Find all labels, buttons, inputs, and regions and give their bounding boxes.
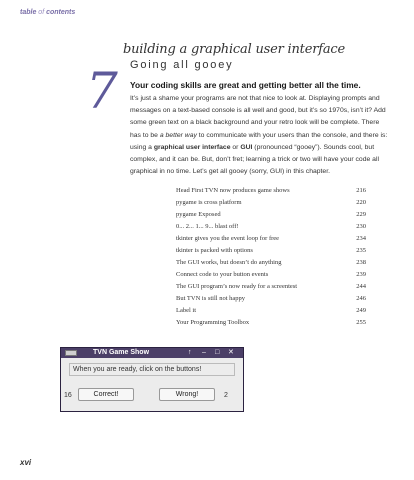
game-show-window xyxy=(60,347,244,412)
intro-bold-gui-term: graphical user interface xyxy=(153,143,231,151)
toc-entry-title: The GUI works, but doesn’t do anything xyxy=(176,259,282,266)
toc-entry-page: 230 xyxy=(356,223,366,230)
toc-entry-title: Your Programming Toolbox xyxy=(176,319,250,326)
toc-entry[interactable] xyxy=(176,305,366,317)
toc-entry[interactable] xyxy=(176,197,366,209)
window-titlebar[interactable] xyxy=(61,348,243,358)
toc-entry-title: But TVN is still not happy xyxy=(176,295,246,302)
window-title: TVN Game Show xyxy=(93,349,150,356)
toc-entry[interactable] xyxy=(176,233,366,245)
toc-entry-page: 239 xyxy=(356,271,366,278)
toc-entry[interactable] xyxy=(176,281,366,293)
chapter-title: building a graphical user interface xyxy=(123,42,345,57)
toc-entry-page: 249 xyxy=(356,307,366,314)
prompt-message: When you are ready, click on the buttons! xyxy=(69,363,235,376)
close-icon[interactable]: ✕ xyxy=(228,349,234,356)
chapter-subtitle: Going all gooey xyxy=(130,59,234,71)
header-word-of: of xyxy=(38,9,45,16)
intro-text-3: or xyxy=(230,143,241,151)
toc-entry[interactable] xyxy=(176,185,366,197)
wrong-button[interactable]: Wrong! xyxy=(159,388,215,401)
toc-entry-page: 244 xyxy=(356,283,366,290)
maximize-icon[interactable]: □ xyxy=(215,349,220,356)
chapter-lead: Your coding skills are great and getting better all the time. xyxy=(130,80,361,90)
intro-text-2: to communicate with your users than the console, and there is: using a xyxy=(130,131,388,151)
window-menu-icon[interactable] xyxy=(65,350,77,356)
toc-entry-page: 238 xyxy=(356,259,366,266)
toc-entry[interactable] xyxy=(176,269,366,281)
toc-entry-page: 246 xyxy=(356,295,366,302)
running-header xyxy=(20,9,75,16)
toc-entry[interactable] xyxy=(176,293,366,305)
toc-entry-page: 220 xyxy=(356,199,366,206)
intro-text-1: It’s just a shame your programs are not that nice to look at. Displaying prompts and messages on a text-based console is all well and good, but it’s so 1970s, isn’t it? Add some green text on a black background and your retro look will be complete. There has to be xyxy=(130,95,386,139)
toc-entry-page: 255 xyxy=(356,319,366,326)
correct-button[interactable]: Correct! xyxy=(78,388,134,401)
toc-entry-title: Label it xyxy=(176,307,197,314)
toc-entry-page: 229 xyxy=(356,211,366,218)
toc-entry-page: 234 xyxy=(356,235,366,242)
toc-entry-title: pygame is cross platform xyxy=(176,199,242,206)
chapter-number: 7 xyxy=(86,62,118,120)
toc-entry[interactable] xyxy=(176,317,366,329)
correct-count: 16 xyxy=(64,392,72,399)
intro-emphasis: a better way xyxy=(159,131,197,139)
toc-entry[interactable] xyxy=(176,209,366,221)
header-word-table: table xyxy=(20,9,37,16)
toc-entry-title: Connect code to your button events xyxy=(176,271,269,278)
window-body xyxy=(61,358,243,411)
toc-entry[interactable] xyxy=(176,245,366,257)
toc-entry-title: The GUI program’s now ready for a screentest xyxy=(176,283,298,290)
toc-list xyxy=(176,185,366,329)
toc-entry-title: Head First TVN now produces game shows xyxy=(176,187,290,194)
wrong-count: 2 xyxy=(224,392,228,399)
toc-entry-page: 216 xyxy=(356,187,366,194)
chapter-intro xyxy=(130,93,392,178)
toc-entry-page: 235 xyxy=(356,247,366,254)
toc-entry-title: pygame Exposed xyxy=(176,211,221,218)
arrow-up-icon[interactable]: ↑ xyxy=(188,349,192,356)
toc-entry[interactable] xyxy=(176,221,366,233)
minimize-icon[interactable]: – xyxy=(202,349,206,356)
page-number: xvi xyxy=(20,458,32,467)
toc-entry-title: tkinter gives you the event loop for free xyxy=(176,235,280,242)
intro-text-4: (pronounced “gooey”). Sounds cool, but complex, and it can be. But, don’t fret; learning a trick or two will have your code all graphical in no time. Let’s get all gooey (sorry, GUI) in this chapter. xyxy=(130,143,379,176)
intro-bold-gui: GUI xyxy=(240,143,253,151)
header-word-contents: contents xyxy=(46,9,76,16)
toc-entry[interactable] xyxy=(176,257,366,269)
toc-entry-title: 0... 2... 1... 9... blast off! xyxy=(176,223,239,230)
toc-entry-title: tkinter is packed with options xyxy=(176,247,253,254)
